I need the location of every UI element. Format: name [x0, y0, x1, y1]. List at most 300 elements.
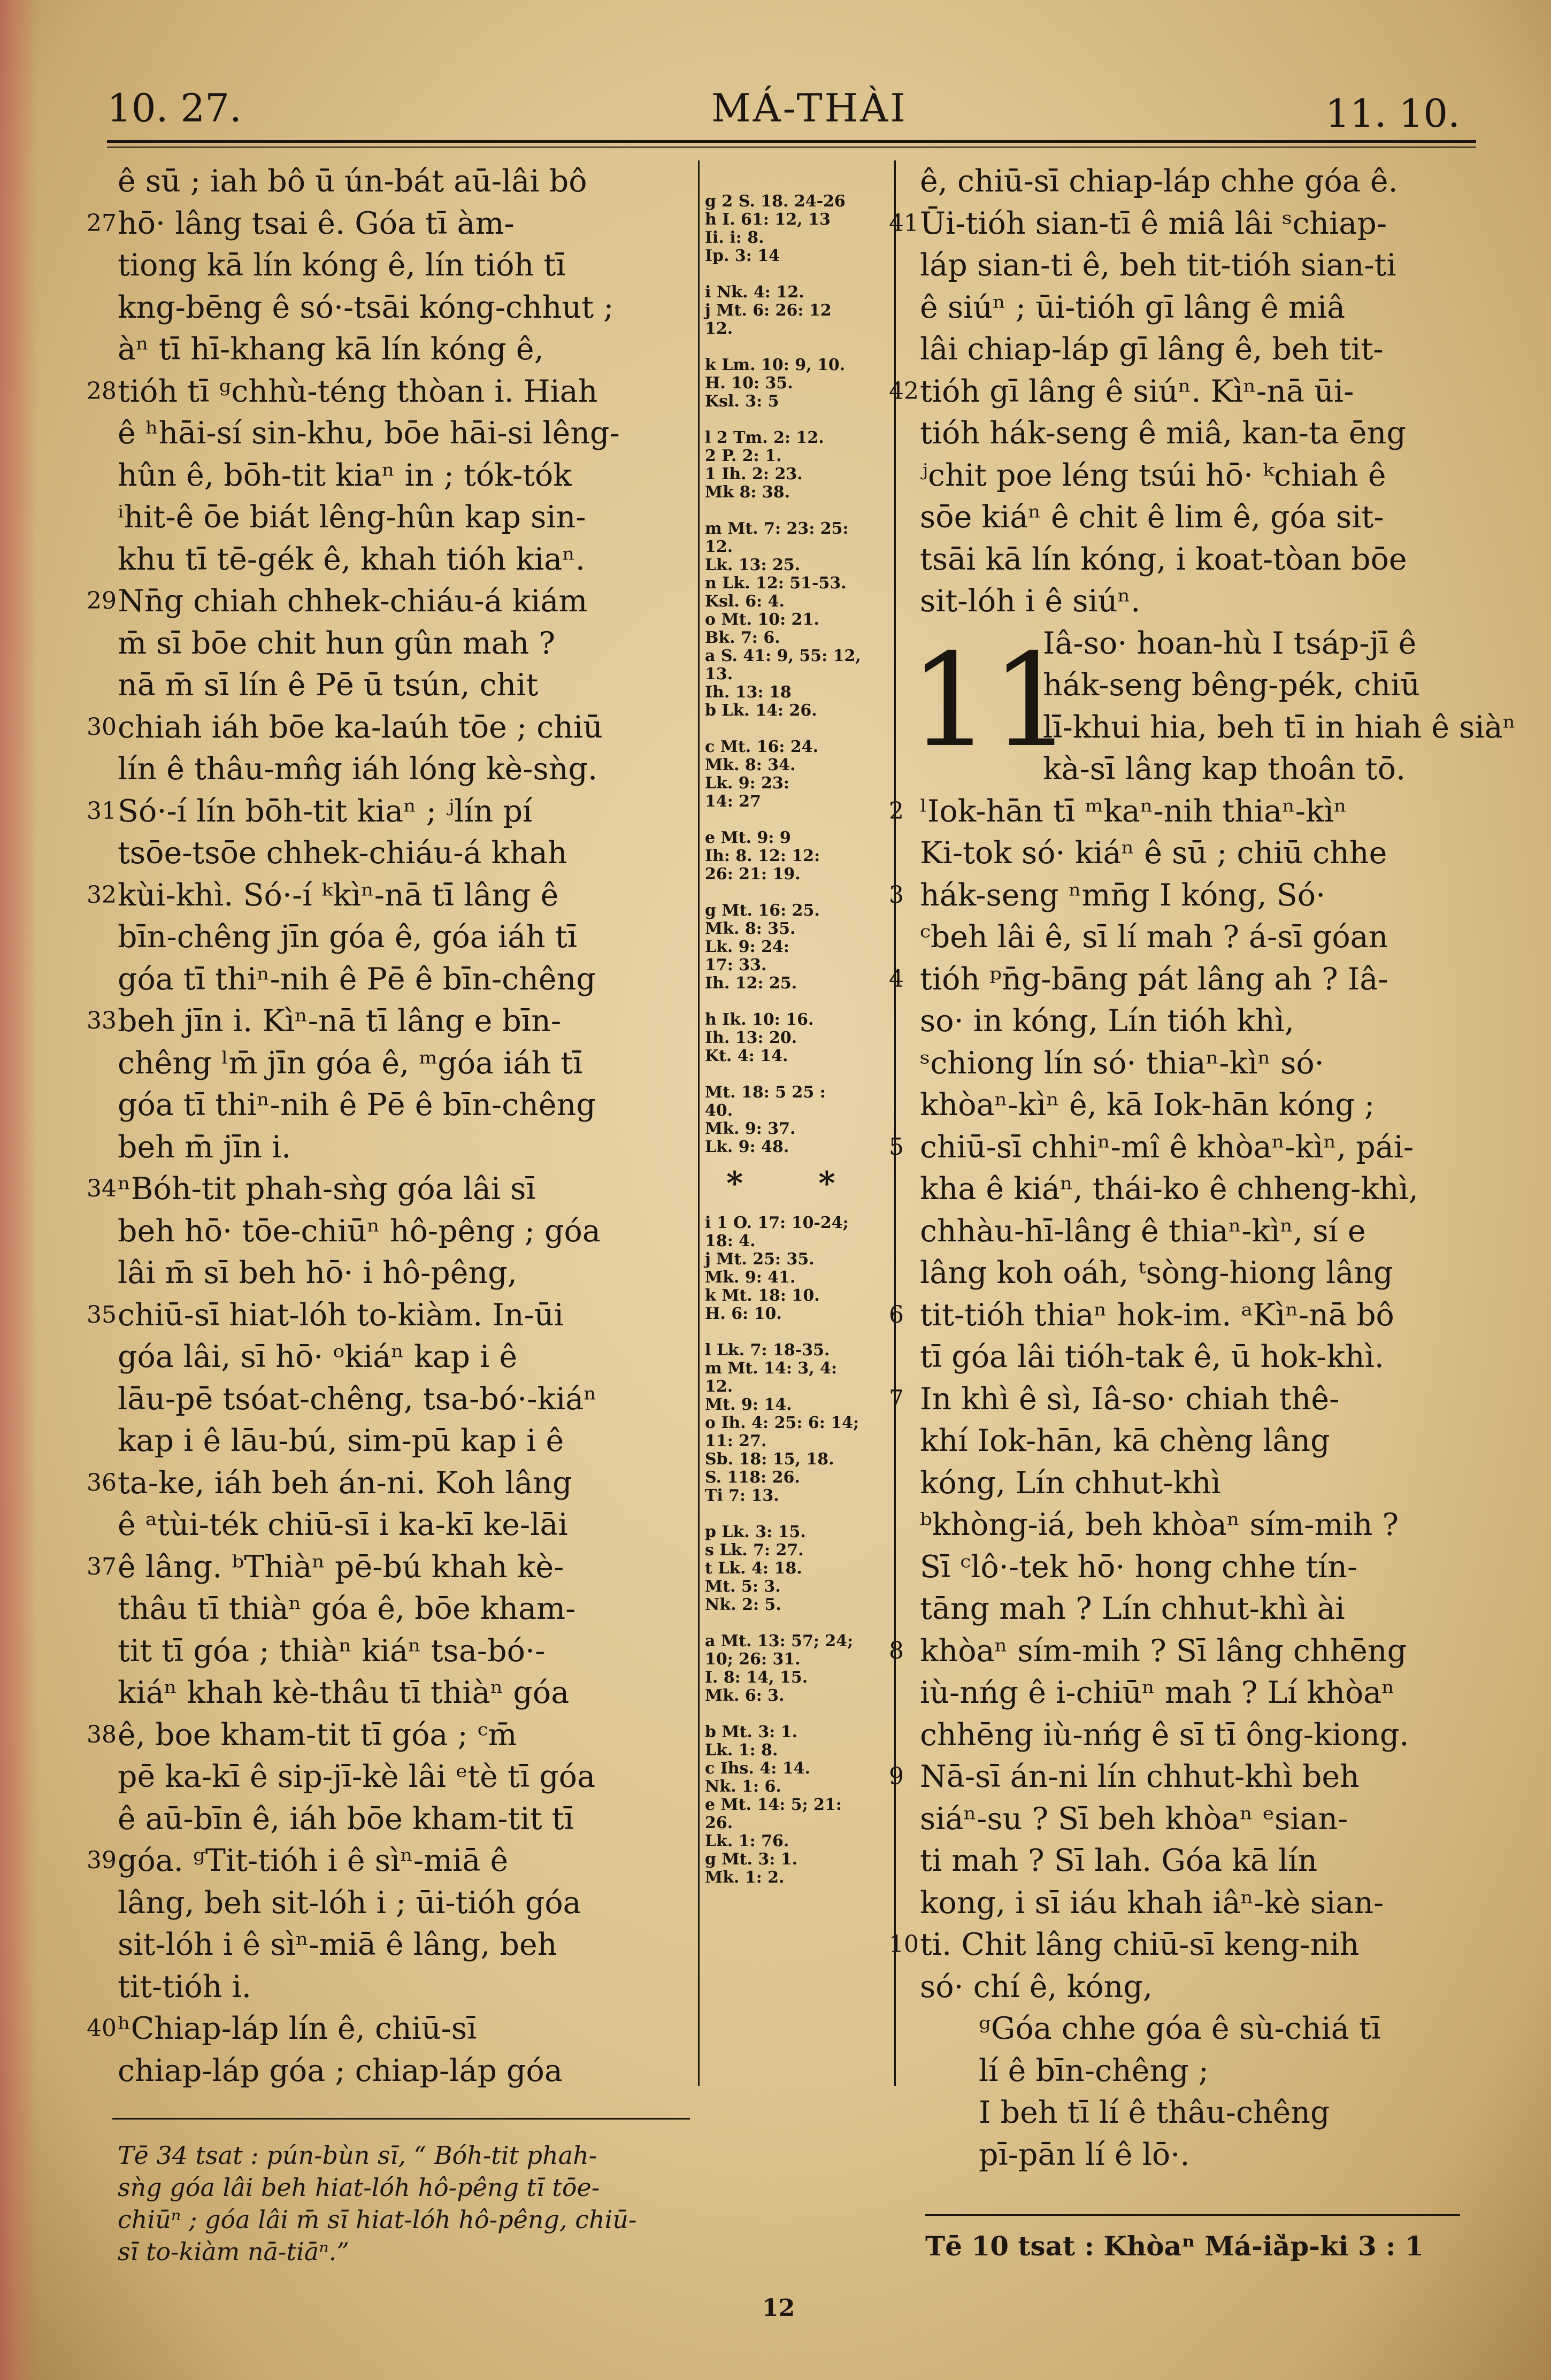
- cross-reference-line: b Lk. 14: 26.: [705, 701, 817, 720]
- verse-text: lâi m̄ sī beh hō· i hô-pêng,: [118, 1255, 517, 1291]
- cross-reference-line: t Lk. 4: 18.: [705, 1559, 802, 1578]
- verse-number: 32: [87, 881, 117, 909]
- verse-number: 30: [87, 713, 117, 741]
- verse-number: 36: [87, 1469, 117, 1496]
- cross-reference-line: l 2 Tm. 2: 12.: [705, 428, 824, 447]
- verse-text: ᶜbeh lâi ê, sī lí mah ? á-sī góan: [920, 919, 1388, 955]
- text-line: [889, 1756, 1465, 1798]
- verse-text: kap i ê lāu-bú, sim-pū kap i ê: [118, 1423, 564, 1458]
- verse-text: In khì ê sì, Iâ-so· chiah thê-: [920, 1381, 1340, 1417]
- verse-text: lâi chiap-láp gī lâng ê, beh tit-: [920, 332, 1384, 367]
- verse-text: beh m̄ jīn i.: [118, 1129, 291, 1165]
- cross-reference-line: Mk. 9: 37.: [705, 1119, 796, 1138]
- text-line: [920, 1084, 1465, 1126]
- cross-reference-line: Bk. 7: 6.: [705, 628, 780, 647]
- cross-reference-line: Mk. 8: 35.: [705, 919, 796, 938]
- cross-reference-line: Lk. 1: 8.: [705, 1741, 778, 1760]
- cross-reference-line: Ip. 3: 14: [705, 247, 780, 265]
- cross-reference-line: Ksl. 3: 5: [705, 392, 779, 411]
- cross-reference-line: 12.: [705, 1377, 733, 1396]
- cross-reference-line: g Mt. 16: 25.: [705, 901, 820, 920]
- verse-text: lâng, beh sit-lóh i ; ūi-tióh góa: [118, 1885, 581, 1921]
- cross-reference-line: Mk. 8: 34.: [705, 756, 796, 774]
- text-line: [920, 287, 1465, 329]
- text-line: [87, 707, 695, 749]
- text-line: [920, 580, 1465, 623]
- text-line: [118, 1252, 695, 1294]
- verse-text: m̄ sī bōe chit hun gûn mah ?: [118, 625, 556, 661]
- verse-text: ta-ke, iáh beh án-ni. Koh lâng: [118, 1465, 572, 1501]
- verse-text: ⁿBóh-tit phah-sǹg góa lâi sī: [118, 1171, 536, 1207]
- text-line: [87, 1168, 695, 1210]
- cross-reference-line: 12.: [705, 319, 733, 338]
- verse-text: tiong kā lín kóng ê, lín tióh tī: [118, 248, 566, 283]
- verse-text: lī-khui hia, beh tī in hiah ê siàⁿ: [1043, 709, 1516, 745]
- cross-reference-line: Mt. 18: 5 25 :: [705, 1083, 826, 1102]
- text-line: [118, 2050, 695, 2092]
- text-line: [889, 371, 1465, 413]
- text-line: [920, 1546, 1465, 1588]
- text-line: [118, 1798, 695, 1840]
- text-line: [889, 958, 1465, 1001]
- cross-reference-line: 10; 26: 31.: [705, 1650, 801, 1669]
- verse-text: Sī ᶜlô·-tek hō· hong chhe tín-: [920, 1549, 1358, 1585]
- cross-reference-block: [705, 520, 887, 720]
- text-line: [920, 2050, 1465, 2092]
- footnote-line: chiūⁿ ; góa lâi m̄ sī hiat-lóh hô-pêng, chiū-: [118, 2205, 637, 2234]
- text-line: [920, 1966, 1465, 2008]
- verse-number: 40: [87, 2015, 117, 2042]
- text-line: [920, 328, 1465, 371]
- text-line: [118, 1042, 695, 1085]
- cross-reference-block: [705, 1214, 887, 1323]
- verse-text: kà-sī lâng kap thoân tō.: [1043, 751, 1406, 787]
- verse-text: ti. Chit lâng chiū-sī keng-nih: [920, 1927, 1360, 1962]
- cross-reference-line: Ih. 12: 25.: [705, 974, 797, 993]
- verse-text: ê siúⁿ ; ūi-tióh gī lâng ê miâ: [920, 289, 1346, 325]
- text-line: [118, 1378, 695, 1421]
- cross-reference-line: 12.: [705, 538, 733, 556]
- cross-reference-line: c Ihs. 4: 14.: [705, 1759, 810, 1778]
- cross-reference-block: [705, 1632, 887, 1705]
- verse-number: 2: [889, 797, 904, 825]
- text-line: [87, 1000, 695, 1042]
- verse-text: so· in kóng, Lín tióh khì,: [920, 1003, 1294, 1039]
- verse-text: kong, i sī iáu khah iâⁿ-kè sian-: [920, 1885, 1384, 1921]
- text-line: [118, 958, 695, 1001]
- text-line: [118, 1588, 695, 1630]
- text-line: [920, 1798, 1465, 1840]
- cross-reference-line: 14: 27: [705, 792, 762, 811]
- text-line: [87, 203, 695, 245]
- text-line: [889, 1294, 1465, 1337]
- verse-text: nā m̄ sī lín ê Pē ū tsún, chit: [118, 667, 539, 703]
- text-line: [118, 1420, 695, 1462]
- verse-text: ê lâng. ᵇThiàⁿ pē-bú khah kè-: [118, 1549, 564, 1585]
- text-line: [87, 1462, 695, 1504]
- verse-text: góa tī thiⁿ-nih ê Pē ê bīn-chêng: [118, 961, 596, 997]
- verse-number: 3: [889, 881, 904, 909]
- verse-number: 34: [87, 1175, 117, 1202]
- verse-number: 4: [889, 965, 904, 993]
- cross-reference-line: p Lk. 3: 15.: [705, 1523, 806, 1541]
- text-line: [87, 371, 695, 413]
- cross-reference-line: m Mt. 14: 3, 4:: [705, 1359, 838, 1378]
- cross-reference-line: m Mt. 7: 23: 25:: [705, 519, 849, 538]
- text-line: [118, 748, 695, 790]
- cross-reference-line: a Mt. 13: 57; 24;: [705, 1632, 854, 1650]
- verse-text: beh jīn i. Kìⁿ-nā tī lâng e bīn-: [118, 1003, 562, 1039]
- footnote-rule-left: [112, 2118, 690, 2120]
- text-line: [920, 2134, 1465, 2176]
- text-line: [920, 2092, 1465, 2134]
- cross-reference-line: Mk. 6: 3.: [705, 1686, 785, 1705]
- cross-reference-block: [705, 1011, 887, 1065]
- footnote-line: Tē 34 tsat : pún-bùn sī, “ Bóh-tit phah-: [118, 2141, 597, 2170]
- cross-reference-line: Nk. 1: 6.: [705, 1777, 781, 1796]
- text-line: [920, 1000, 1465, 1042]
- cross-reference-block: [705, 1084, 887, 1156]
- text-line: [889, 203, 1465, 245]
- text-line: [118, 287, 695, 329]
- verse-text: ti mah ? Sī lah. Góa kā lín: [920, 1843, 1318, 1878]
- verse-text: ˢchiong lín só· thiaⁿ-kìⁿ só·: [920, 1045, 1324, 1081]
- text-line: [118, 1126, 695, 1169]
- cross-reference-line: o Mt. 10: 21.: [705, 610, 819, 629]
- verse-text: pī-pān lí ê lō·.: [979, 2137, 1190, 2172]
- text-line: [118, 328, 695, 371]
- verse-text: khòaⁿ sím-mih ? Sī lâng chhēng: [920, 1633, 1407, 1669]
- verse-text: àⁿ tī hī-khang kā lín kóng ê,: [118, 332, 544, 367]
- chapter-number: 11: [909, 626, 1073, 776]
- header-right-reference: 11. 10.: [1325, 91, 1460, 136]
- cross-reference-line: Mt. 9: 14.: [705, 1395, 792, 1414]
- text-line: [118, 1882, 695, 1924]
- text-line: [920, 1042, 1465, 1085]
- text-line: [87, 1546, 695, 1588]
- verse-text: tsāi kā lín kóng, i koat-tòan bōe: [920, 541, 1407, 577]
- text-line: [118, 244, 695, 287]
- verse-text: ᵍGóa chhe góa ê sù-chiá tī: [979, 2011, 1381, 2046]
- cross-reference-line: k Lm. 10: 9, 10.: [705, 356, 846, 374]
- verse-text: tsōe-tsōe chhek-chiáu-á khah: [118, 835, 567, 871]
- text-line: [118, 1966, 695, 2008]
- cross-reference-line: Lk. 9: 48.: [705, 1138, 789, 1156]
- cross-reference-line: Mk 8: 38.: [705, 483, 790, 502]
- verse-text: ê aū-bīn ê, iáh bōe kham-tit tī: [118, 1801, 574, 1837]
- footnote-line: sī to-kiàm nā-tiāⁿ.”: [118, 2237, 349, 2266]
- text-line: [920, 832, 1465, 874]
- left-text-column: [87, 160, 695, 2092]
- cross-reference-line: 26.: [705, 1814, 733, 1832]
- verse-text: I beh tī lí ê thâu-chêng: [979, 2095, 1330, 2130]
- cross-reference-block: [705, 429, 887, 502]
- header-rule-thick: [107, 140, 1476, 143]
- text-line: [920, 1882, 1465, 1924]
- text-line: [920, 1252, 1465, 1294]
- footnote-left: [118, 2139, 695, 2268]
- verse-text: ê, chiū-sī chiap-láp chhe góa ê.: [920, 164, 1398, 199]
- text-line: [118, 1924, 695, 1966]
- cross-reference-line: 11: 27.: [705, 1432, 767, 1450]
- verse-text: bīn-chêng jīn góa ê, góa iáh tī: [118, 919, 578, 955]
- verse-number: 33: [87, 1007, 117, 1034]
- text-line: [87, 2008, 695, 2050]
- verse-text: ʲchit poe léng tsúi hō· ᵏchiah ê: [920, 457, 1386, 493]
- text-line: [118, 1336, 695, 1378]
- verse-text: tióh ᵖn̄g-bāng pát lâng ah ? Iâ-: [920, 961, 1388, 997]
- verse-text: chhēng iù-nńg ê sī tī ông-kiong.: [920, 1717, 1409, 1753]
- cross-reference-line: Mt. 5: 3.: [705, 1577, 781, 1596]
- text-line: [920, 1420, 1465, 1462]
- header-book-title: MÁ-THÀI: [711, 86, 908, 130]
- cross-reference-line: j Mt. 6: 26: 12: [705, 301, 832, 320]
- cross-reference-line: Lk. 13: 25.: [705, 556, 801, 574]
- text-line: [87, 1840, 695, 1882]
- cross-reference-line: o Ih. 4: 25: 6: 14;: [705, 1414, 859, 1432]
- verse-text: beh hō· tōe-chiūⁿ hô-pêng ; góa: [118, 1213, 601, 1249]
- verse-number: 27: [87, 209, 117, 237]
- text-line: [87, 1714, 695, 1756]
- cross-reference-line: Lk. 9: 24:: [705, 938, 789, 956]
- verse-text: tióh hák-seng ê miâ, kan-ta ēng: [920, 416, 1406, 451]
- cross-reference-column: [705, 193, 887, 1905]
- cross-reference-line: h Ik. 10: 16.: [705, 1010, 814, 1029]
- cross-reference-line: h I. 61: 12, 13: [705, 210, 831, 229]
- cross-reference-block: [705, 1723, 887, 1887]
- verse-text: hō· lâng tsai ê. Góa tī àm-: [118, 205, 515, 241]
- cross-reference-line: j Mt. 25: 35.: [705, 1250, 815, 1269]
- cross-reference-line: 18: 4.: [705, 1232, 756, 1250]
- cross-reference-line: c Mt. 16: 24.: [705, 738, 819, 756]
- cross-reference-block: [705, 283, 887, 338]
- verse-text: chhàu-hī-lâng ê thiaⁿ-kìⁿ, sí e: [920, 1213, 1366, 1249]
- text-line: [920, 496, 1465, 539]
- verse-text: hûn ê, bōh-tit kiaⁿ in ; tók-tók: [118, 457, 572, 493]
- text-line: [118, 496, 695, 539]
- text-line: [118, 160, 695, 203]
- verse-text: Nn̄g chiah chhek-chiáu-á kiám: [118, 584, 588, 619]
- verse-text: lín ê thâu-mn̂g iáh lóng kè-sǹg.: [118, 751, 598, 787]
- verse-text: sit-lóh i ê siúⁿ.: [920, 584, 1141, 619]
- cross-reference-block: [705, 356, 887, 411]
- cross-reference-line: Ii. i: 8.: [705, 228, 764, 247]
- verse-text: tī góa lâi tióh-tak ê, ū hok-khì.: [920, 1339, 1384, 1375]
- text-line: [118, 1504, 695, 1546]
- cross-reference-line: 13.: [705, 665, 733, 684]
- verse-text: láp sian-ti ê, beh tit-tióh sian-ti: [920, 248, 1396, 283]
- verse-number: 8: [889, 1637, 904, 1664]
- cross-reference-line: Lk. 1: 76.: [705, 1832, 789, 1851]
- text-line: [118, 1084, 695, 1126]
- header-left-reference: 10. 27.: [107, 86, 242, 130]
- text-line: [87, 874, 695, 917]
- verse-text: pē ka-kī ê sip-jī-kè lâi ᵉtè tī góa: [118, 1759, 596, 1794]
- verse-text: tit-tióh i.: [118, 1969, 251, 2005]
- verse-text: iù-nńg ê i-chiūⁿ mah ? Lí khòaⁿ: [920, 1675, 1395, 1710]
- cross-reference-line: Ih: 8. 12: 12:: [705, 847, 820, 865]
- text-line: [889, 874, 1465, 917]
- verse-text: kùi-khì. Só·-í ᵏkìⁿ-nā tī lâng ê: [118, 877, 559, 913]
- verse-text: góa lâi, sī hō· ᵒkiáⁿ kap i ê: [118, 1339, 518, 1375]
- cross-reference-line: Ksl. 6: 4.: [705, 592, 785, 611]
- text-line: [920, 1714, 1465, 1756]
- verse-text: ê ʰhāi-sí sin-khu, bōe hāi-si lêng-: [118, 416, 620, 451]
- page-header: [107, 80, 1471, 139]
- text-line: [118, 832, 695, 874]
- text-line: [920, 1840, 1465, 1882]
- text-line: [920, 539, 1465, 581]
- cross-reference-line: 40.: [705, 1101, 733, 1120]
- column-divider-left: [698, 160, 700, 2086]
- verse-text: tióh tī ᵍchhù-téng thòan i. Hiah: [118, 373, 598, 409]
- verse-text: kiáⁿ khah kè-thâu tī thiàⁿ góa: [118, 1675, 570, 1710]
- cross-reference-line: s Lk. 7: 27.: [705, 1541, 804, 1560]
- verse-text: chiah iáh bōe ka-laúh tōe ; chiū: [118, 709, 603, 745]
- text-line: [920, 244, 1465, 287]
- cross-reference-line: 2 P. 2: 1.: [705, 447, 782, 465]
- cross-reference-line: 26: 21: 19.: [705, 865, 801, 884]
- verse-text: Só·-í lín bōh-tit kiaⁿ ; ʲlín pí: [118, 793, 533, 829]
- cross-reference-line: Mk. 1: 2.: [705, 1868, 785, 1887]
- text-line: [920, 2008, 1465, 2050]
- text-line: [889, 1378, 1465, 1421]
- cross-reference-block: [705, 1523, 887, 1614]
- text-line: [118, 539, 695, 581]
- cross-reference-block: [705, 829, 887, 884]
- verse-text: Ki-tok só· kiáⁿ ê sū ; chiū chhe: [920, 835, 1387, 871]
- verse-text: chiū-sī hiat-lóh to-kiàm. In-ūi: [118, 1297, 564, 1333]
- verse-text: thâu tī thiàⁿ góa ê, bōe kham-: [118, 1591, 576, 1626]
- cross-reference-line: Mk. 9: 41.: [705, 1268, 796, 1287]
- cross-reference-line: 1 Ih. 2: 23.: [705, 465, 803, 483]
- cross-reference-line: i 1 O. 17: 10-24;: [705, 1214, 849, 1232]
- cross-reference-line: H. 6: 10.: [705, 1304, 782, 1323]
- cross-reference-line: Ih. 13: 18: [705, 683, 792, 702]
- text-line: [920, 1672, 1465, 1714]
- cross-reference-line: H. 10: 35.: [705, 374, 793, 393]
- footnote-rule-right: [925, 2214, 1460, 2216]
- cross-reference-line: I. 8: 14, 15.: [705, 1668, 808, 1687]
- text-line: [889, 1126, 1465, 1169]
- verse-text: tit tī góa ; thiàⁿ kiáⁿ tsa-bó·-: [118, 1633, 546, 1669]
- cross-reference-line: n Lk. 12: 51-53.: [705, 574, 847, 593]
- verse-number: 9: [889, 1763, 904, 1790]
- verse-text: ê sū ; iah bô ū ún-bát aū-lâi bô: [118, 164, 587, 199]
- verse-number: 31: [87, 797, 117, 825]
- text-line: [118, 1630, 695, 1672]
- cross-reference-line: 17: 33.: [705, 956, 767, 974]
- cross-reference-line: Ih. 13: 20.: [705, 1028, 797, 1047]
- verse-text: sit-lóh i ê sìⁿ-miā ê lâng, beh: [118, 1927, 557, 1962]
- text-line: [920, 916, 1465, 958]
- verse-text: góa. ᵍTit-tióh i ê sìⁿ-miā ê: [118, 1843, 509, 1878]
- verse-number: 35: [87, 1301, 117, 1329]
- text-line: [118, 1210, 695, 1253]
- text-line: [118, 916, 695, 958]
- text-line: [920, 1462, 1465, 1504]
- text-line: [920, 1168, 1465, 1210]
- right-text-column: [889, 160, 1516, 2176]
- verse-number: 38: [87, 1721, 117, 1748]
- verse-text: lâng koh oáh, ᵗsòng-hiong lâng: [920, 1255, 1393, 1291]
- cross-reference-block: [705, 193, 887, 265]
- cross-reference-line: g 2 S. 18. 24-26: [705, 192, 846, 211]
- text-line: [920, 160, 1465, 203]
- text-line: [920, 1336, 1465, 1378]
- text-line: [889, 790, 1465, 833]
- verse-number: 7: [889, 1385, 904, 1412]
- text-line: [920, 1210, 1465, 1253]
- verse-text: chêng ˡm̄ jīn góa ê, ᵐgóa iáh tī: [118, 1045, 583, 1081]
- verse-text: khòaⁿ-kìⁿ ê, kā Iok-hān kóng ;: [920, 1087, 1375, 1123]
- section-separator-stars: * *: [726, 1165, 867, 1202]
- verse-text: ᵇkhòng-iá, beh khòaⁿ sím-mih ?: [920, 1507, 1399, 1542]
- verse-text: ⁱhit-ê ōe biát lêng-hûn kap sin-: [118, 500, 586, 535]
- text-line: [87, 1294, 695, 1337]
- text-line: [118, 1756, 695, 1798]
- verse-text: ˡIok-hān tī ᵐkaⁿ-nih thiaⁿ-kìⁿ: [920, 793, 1347, 829]
- verse-text: khu tī tē-gék ê, khah tióh kiaⁿ.: [118, 541, 585, 577]
- text-line: [920, 1588, 1465, 1630]
- verse-text: chiap-láp góa ; chiap-láp góa: [118, 2053, 563, 2089]
- cross-reference-block: [705, 1341, 887, 1505]
- verse-text: Iâ-so· hoan-hù I tsáp-jī ê: [1043, 625, 1417, 661]
- text-line: [87, 790, 695, 833]
- verse-number: 39: [87, 1847, 117, 1874]
- cross-reference-line: e Mt. 14: 5; 21:: [705, 1795, 842, 1814]
- verse-text: tióh gī lâng ê siúⁿ. Kìⁿ-nā ūi-: [920, 373, 1354, 409]
- verse-number: 37: [87, 1553, 117, 1580]
- page-number: 12: [762, 2294, 795, 2322]
- cross-reference-line: Kt. 4: 14.: [705, 1047, 788, 1065]
- verse-number: 29: [87, 587, 117, 615]
- verse-text: lí ê bīn-chêng ;: [979, 2053, 1209, 2089]
- verse-number: 28: [87, 377, 117, 405]
- verse-text: kng-bēng ê só·-tsāi kóng-chhut ;: [118, 289, 614, 325]
- cross-reference-line: Ti 7: 13.: [705, 1486, 779, 1505]
- verse-text: só· chí ê, kóng,: [920, 1969, 1153, 2005]
- text-line: [889, 1924, 1465, 1966]
- text-line: [118, 412, 695, 455]
- footnote-right: Tē 10 tsat : Khòaⁿ Má-ià̍p-ki 3 : 1: [925, 2230, 1424, 2262]
- cross-reference-line: S. 118: 26.: [705, 1468, 800, 1487]
- text-line: [118, 623, 695, 665]
- verse-number: 5: [889, 1133, 904, 1161]
- verse-number: 42: [889, 377, 919, 405]
- footnote-line: sǹg góa lâi beh hiat-lóh hô-pêng tī tōe-: [118, 2173, 600, 2202]
- verse-text: ʰChiap-láp lín ê, chiū-sī: [118, 2011, 477, 2046]
- verse-text: siáⁿ-su ? Sī beh khòaⁿ ᵉsian-: [920, 1801, 1348, 1837]
- cross-reference-block: [705, 902, 887, 993]
- cross-reference-line: b Mt. 3: 1.: [705, 1723, 798, 1741]
- verse-text: chiū-sī chhiⁿ-mî ê khòaⁿ-kìⁿ, pái-: [920, 1129, 1414, 1165]
- text-line: [118, 1672, 695, 1714]
- cross-reference-line: Sb. 18: 15, 18.: [705, 1450, 834, 1469]
- cross-reference-line: a S. 41: 9, 55: 12,: [705, 647, 861, 665]
- cross-reference-line: e Mt. 9: 9: [705, 828, 791, 847]
- verse-text: hák-seng ⁿmn̄g I kóng, Só·: [920, 877, 1326, 913]
- verse-text: ê, boe kham-tit tī góa ; ᶜm̄: [118, 1717, 517, 1753]
- cross-reference-block: [705, 738, 887, 811]
- verse-text: sōe kiáⁿ ê chit ê lim ê, góa sit-: [920, 500, 1384, 535]
- verse-text: lāu-pē tsóat-chêng, tsa-bó·-kiáⁿ: [118, 1381, 597, 1417]
- verse-number: 41: [889, 209, 919, 237]
- verse-number: 10: [889, 1931, 919, 1958]
- cross-reference-line: Nk. 2: 5.: [705, 1595, 781, 1614]
- text-line: [889, 1630, 1465, 1672]
- verse-text: hák-seng bêng-pék, chiū: [1043, 667, 1421, 703]
